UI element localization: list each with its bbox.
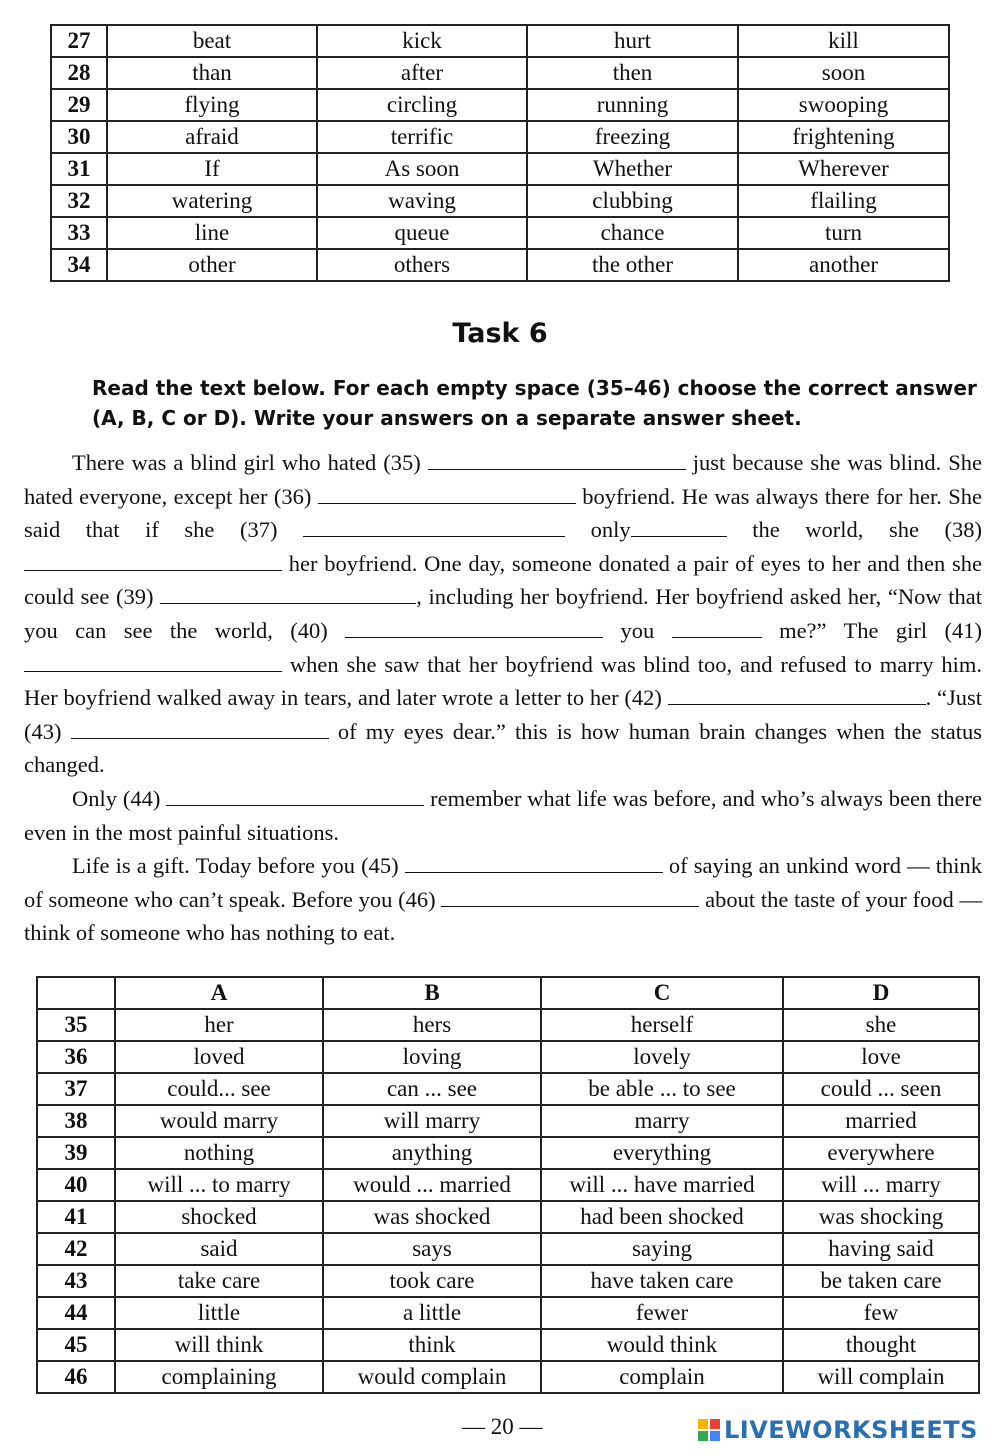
option-c[interactable]: would think xyxy=(541,1329,783,1361)
option-b[interactable]: terrific xyxy=(317,121,527,153)
option-a[interactable]: flying xyxy=(107,89,317,121)
passage-text: remember what life was before, and who’s always been there even in the most painful situations. xyxy=(24,785,983,845)
option-d[interactable]: flailing xyxy=(738,185,949,217)
option-a[interactable]: will think xyxy=(115,1329,323,1361)
option-a[interactable]: little xyxy=(115,1297,323,1329)
item-number: 42 xyxy=(37,1233,115,1265)
table-row xyxy=(51,57,949,89)
option-a[interactable]: beat xyxy=(107,25,317,57)
option-b[interactable]: a little xyxy=(323,1297,541,1329)
table-row xyxy=(37,1009,979,1041)
option-a[interactable]: complaining xyxy=(115,1361,323,1393)
option-a[interactable]: other xyxy=(107,249,317,281)
passage-text: of my eyes dear.” this is how human brain changes when the status changed. xyxy=(24,718,983,778)
table-row xyxy=(37,1137,979,1169)
option-c[interactable]: then xyxy=(527,57,738,89)
header-a: A xyxy=(115,977,323,1009)
blank-37b[interactable] xyxy=(631,518,727,537)
option-a[interactable]: her xyxy=(115,1009,323,1041)
option-d[interactable]: be taken care xyxy=(783,1265,979,1297)
passage-text: . “Just (43) xyxy=(24,685,983,744)
table-row xyxy=(51,25,949,57)
option-d[interactable]: kill xyxy=(738,25,949,57)
option-d[interactable]: she xyxy=(783,1009,979,1041)
logo-square xyxy=(710,1431,720,1441)
item-number: 31 xyxy=(51,153,107,185)
table-row xyxy=(51,217,949,249)
blank-37[interactable] xyxy=(303,518,565,537)
logo-square xyxy=(698,1431,708,1441)
blank-45[interactable] xyxy=(405,854,663,873)
table-row xyxy=(51,153,949,185)
option-d[interactable]: could ... seen xyxy=(783,1073,979,1105)
option-c[interactable]: clubbing xyxy=(527,185,738,217)
option-d[interactable]: swooping xyxy=(738,89,949,121)
blank-35[interactable] xyxy=(428,451,686,470)
blank-41[interactable] xyxy=(24,653,282,672)
blank-42[interactable] xyxy=(668,686,926,705)
option-b[interactable]: others xyxy=(317,249,527,281)
option-c[interactable]: had been shocked xyxy=(541,1201,783,1233)
option-c[interactable]: have taken care xyxy=(541,1265,783,1297)
item-number: 39 xyxy=(37,1137,115,1169)
liveworksheets-logo-icon xyxy=(698,1419,720,1441)
item-number: 45 xyxy=(37,1329,115,1361)
table-row xyxy=(37,1201,979,1233)
logo-square xyxy=(710,1419,720,1429)
options-table-body xyxy=(51,25,949,281)
passage-text: me?” The girl (41) xyxy=(779,617,982,643)
table-row xyxy=(37,1329,979,1361)
passage-text: Only (44) xyxy=(72,785,161,811)
option-c[interactable]: herself xyxy=(541,1009,783,1041)
page-number: — 20 — xyxy=(462,1414,543,1439)
item-number: 44 xyxy=(37,1297,115,1329)
option-c[interactable]: marry xyxy=(541,1105,783,1137)
item-number: 29 xyxy=(51,89,107,121)
option-c[interactable]: chance xyxy=(527,217,738,249)
options-table-header xyxy=(37,977,979,1009)
table-row xyxy=(37,1073,979,1105)
options-table-27-34 xyxy=(50,24,950,282)
item-number: 34 xyxy=(51,249,107,281)
passage-text: Life is a gift. Today before you (45) xyxy=(72,853,399,879)
option-b[interactable]: anything xyxy=(323,1137,541,1169)
blank-40[interactable] xyxy=(345,619,603,638)
option-c[interactable]: everything xyxy=(541,1137,783,1169)
option-b[interactable]: after xyxy=(317,57,527,89)
option-d[interactable]: will complain xyxy=(783,1361,979,1393)
item-number: 40 xyxy=(37,1169,115,1201)
item-number: 30 xyxy=(51,121,107,153)
blank-38[interactable] xyxy=(24,552,282,571)
option-a[interactable]: watering xyxy=(107,185,317,217)
task-instructions: Read the text below. For each empty space (35–46) choose the correct answer (A, B, C or D). Write your answers on a separate answer sheet. xyxy=(92,376,977,430)
item-number: 36 xyxy=(37,1041,115,1073)
option-a[interactable]: would marry xyxy=(115,1105,323,1137)
blank-40b[interactable] xyxy=(672,619,762,638)
option-b[interactable]: was shocked xyxy=(323,1201,541,1233)
header-row xyxy=(37,977,979,1009)
passage-text: boyfriend. He was always there for her. She said that if she (37) xyxy=(24,483,983,543)
option-a[interactable]: than xyxy=(107,57,317,89)
option-b[interactable]: think xyxy=(323,1329,541,1361)
option-d[interactable]: another xyxy=(738,249,949,281)
option-b[interactable]: would complain xyxy=(323,1361,541,1393)
passage-paragraph-2 xyxy=(24,782,982,849)
option-d[interactable]: thought xyxy=(783,1329,979,1361)
passage-text: just because she was blind. She hated everyone, except her (36) xyxy=(24,450,982,509)
option-c[interactable]: be able ... to see xyxy=(541,1073,783,1105)
option-b[interactable]: can ... see xyxy=(323,1073,541,1105)
option-c[interactable]: fewer xyxy=(541,1297,783,1329)
option-c[interactable]: saying xyxy=(541,1233,783,1265)
option-d[interactable]: soon xyxy=(738,57,949,89)
passage-text: There was a blind girl who hated (35) xyxy=(72,450,421,475)
passage-paragraph-1 xyxy=(24,446,982,782)
blank-36[interactable] xyxy=(318,485,576,504)
option-d[interactable]: Wherever xyxy=(738,153,949,185)
header-c: C xyxy=(541,977,783,1009)
option-c[interactable]: will ... have married xyxy=(541,1169,783,1201)
item-number: 41 xyxy=(37,1201,115,1233)
passage-text: her boyfriend. One day, someone donated a pair of eyes to her and then she could see (39) xyxy=(24,550,982,610)
option-c[interactable]: hurt xyxy=(527,25,738,57)
blank-44[interactable] xyxy=(166,787,424,806)
option-d[interactable]: having said xyxy=(783,1233,979,1265)
item-number: 27 xyxy=(51,25,107,57)
option-b[interactable]: says xyxy=(323,1233,541,1265)
table-row xyxy=(37,1361,979,1393)
option-c[interactable]: the other xyxy=(527,249,738,281)
option-b[interactable]: will marry xyxy=(323,1105,541,1137)
option-c[interactable]: lovely xyxy=(541,1041,783,1073)
option-c[interactable]: Whether xyxy=(527,153,738,185)
option-b[interactable]: kick xyxy=(317,25,527,57)
option-a[interactable]: loved xyxy=(115,1041,323,1073)
option-a[interactable]: afraid xyxy=(107,121,317,153)
header-d: D xyxy=(783,977,979,1009)
option-a[interactable]: will ... to marry xyxy=(115,1169,323,1201)
option-a[interactable]: said xyxy=(115,1233,323,1265)
table-row xyxy=(51,121,949,153)
option-a[interactable]: take care xyxy=(115,1265,323,1297)
option-d[interactable]: love xyxy=(783,1041,979,1073)
item-number: 35 xyxy=(37,1009,115,1041)
table-row xyxy=(37,1041,979,1073)
option-c[interactable]: complain xyxy=(541,1361,783,1393)
liveworksheets-logo[interactable] xyxy=(698,1416,978,1444)
option-c[interactable]: running xyxy=(527,89,738,121)
blank-46[interactable] xyxy=(441,888,699,907)
table-row xyxy=(37,1105,979,1137)
option-d[interactable]: turn xyxy=(738,217,949,249)
passage-paragraph-3 xyxy=(24,849,982,950)
option-d[interactable]: frightening xyxy=(738,121,949,153)
passage-text: when she saw that her boyfriend was blind too, and refused to marry him. Her boyfriend walked away in tears, and later wrote a letter to her (42) xyxy=(24,651,982,711)
table-row xyxy=(51,185,949,217)
option-a[interactable]: could... see xyxy=(115,1073,323,1105)
options-table-35-46 xyxy=(36,976,980,1394)
passage-text: , including her boyfriend. Her boyfriend asked her, “Now that you can see the world, (40) xyxy=(24,584,983,643)
item-number: 43 xyxy=(37,1265,115,1297)
header-blank xyxy=(37,977,115,1009)
table-row xyxy=(37,1233,979,1265)
item-number: 28 xyxy=(51,57,107,89)
item-number: 38 xyxy=(37,1105,115,1137)
logo-square xyxy=(698,1419,708,1429)
table-row xyxy=(51,89,949,121)
option-c[interactable]: freezing xyxy=(527,121,738,153)
header-b: B xyxy=(323,977,541,1009)
task-title: Task 6 xyxy=(452,318,548,349)
option-b[interactable]: took care xyxy=(323,1265,541,1297)
passage-text: you xyxy=(620,617,655,643)
option-a[interactable]: nothing xyxy=(115,1137,323,1169)
passage-text: of saying an unkind word — think of someone who can’t speak. Before you (46) xyxy=(24,853,983,912)
option-d[interactable]: married xyxy=(783,1105,979,1137)
item-number: 33 xyxy=(51,217,107,249)
option-b[interactable]: hers xyxy=(323,1009,541,1041)
item-number: 37 xyxy=(37,1073,115,1105)
passage-text: only xyxy=(590,517,631,543)
option-d[interactable]: everywhere xyxy=(783,1137,979,1169)
option-b[interactable]: queue xyxy=(317,217,527,249)
option-b[interactable]: would ... married xyxy=(323,1169,541,1201)
logo-text: LIVEWORKSHEETS xyxy=(724,1416,978,1444)
option-a[interactable]: If xyxy=(107,153,317,185)
options-table-body xyxy=(37,1009,979,1393)
option-d[interactable]: will ... marry xyxy=(783,1169,979,1201)
table-row xyxy=(37,1169,979,1201)
option-d[interactable]: was shocking xyxy=(783,1201,979,1233)
option-b[interactable]: loving xyxy=(323,1041,541,1073)
option-b[interactable]: waving xyxy=(317,185,527,217)
option-d[interactable]: few xyxy=(783,1297,979,1329)
passage-text: the world, she (38) xyxy=(752,517,983,543)
item-number: 32 xyxy=(51,185,107,217)
table-row xyxy=(37,1265,979,1297)
table-row xyxy=(37,1297,979,1329)
blank-43[interactable] xyxy=(71,720,329,739)
reading-passage xyxy=(24,446,982,950)
option-a[interactable]: line xyxy=(107,217,317,249)
blank-39[interactable] xyxy=(160,585,416,604)
option-b[interactable]: circling xyxy=(317,89,527,121)
table-row xyxy=(51,249,949,281)
option-b[interactable]: As soon xyxy=(317,153,527,185)
option-a[interactable]: shocked xyxy=(115,1201,323,1233)
item-number: 46 xyxy=(37,1361,115,1393)
passage-text: about the taste of your food — think of someone who has nothing to eat. xyxy=(24,886,983,946)
